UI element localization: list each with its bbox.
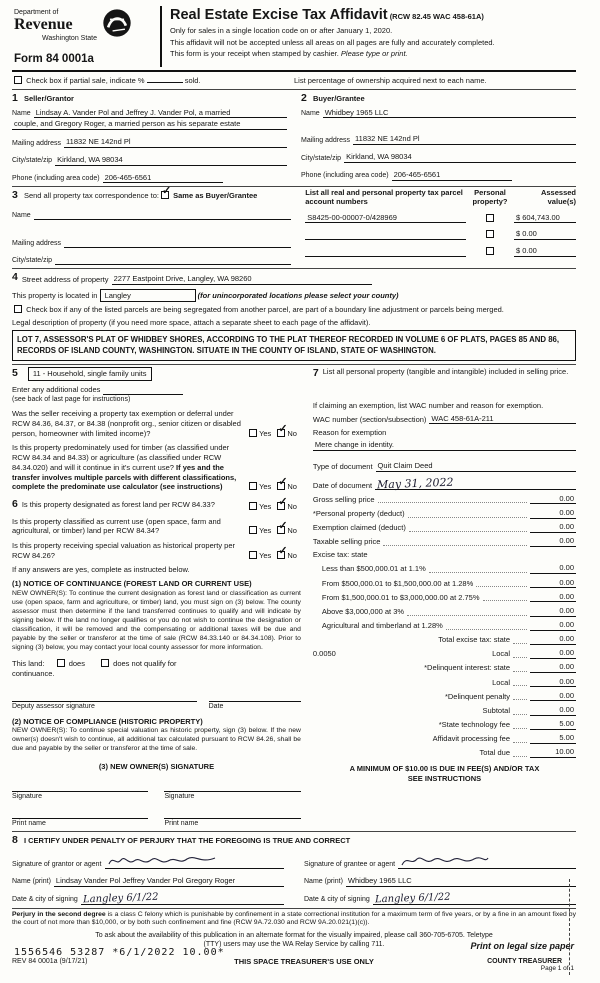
buyer-mailing-label: Mailing address: [301, 136, 351, 144]
buyer-section: [301, 92, 576, 183]
partial-sale-label: Check box if partial sale, indicate %: [26, 76, 145, 86]
check-icon: ✓: [278, 422, 288, 435]
section-3-number: 3: [12, 189, 18, 202]
located-in-note: (for unincorporated locations please select your county): [197, 290, 399, 300]
personal-property-checkbox-2[interactable]: [486, 230, 494, 238]
partial-sale-checkbox[interactable]: [14, 76, 22, 84]
header-note-3: This form is your receipt when stamped by cashier. Please type or print.: [170, 48, 408, 58]
corr-mailing-field[interactable]: [64, 238, 291, 248]
claiming-exemption-note: If claiming an exemption, list WAC number and reason for exemption.: [312, 400, 544, 410]
rev-number: REV 84 0001a (9/17/21): [12, 958, 88, 966]
buyer-phone-field[interactable]: 206-465-6561: [392, 170, 512, 181]
parcel-row: [305, 229, 576, 240]
grantee-name-label: Name (print): [304, 878, 343, 886]
reason-for-exemption-label: Reason for exemption: [312, 428, 387, 438]
reason-for-exemption-field[interactable]: Mere change in identity.: [313, 440, 576, 451]
exemption-deferral-yesno: [247, 422, 301, 439]
no-label: No: [287, 501, 297, 511]
form-number: Form 84 0001a: [14, 53, 94, 66]
check-icon: ✓: [278, 495, 288, 508]
yes-label: Yes: [259, 501, 272, 511]
current-use-no-checkbox[interactable]: [277, 520, 288, 534]
property-location-section: [12, 268, 576, 361]
grantee-signature-ink: [400, 853, 490, 868]
same-as-buyer-checkbox[interactable]: [161, 185, 172, 199]
check-icon: ✓: [162, 185, 172, 198]
seller-name-field[interactable]: Lindsay A. Vander Pol and Jeffrey J. Vander Pol, a married: [34, 108, 287, 119]
street-address-field[interactable]: 2277 Eastpoint Drive, Langley, WA 98260: [112, 274, 372, 285]
correspondence-parcel-row: [12, 186, 576, 265]
tax-row-delinquent-interest-state: *Delinquent interest: state 0.00: [424, 662, 574, 673]
grantee-signature-block: [304, 851, 576, 905]
certify-statement: I CERTIFY UNDER PENALTY OF PERJURY THAT THE FOREGOING IS TRUE AND CORRECT: [23, 836, 351, 846]
timber-question: Is this property predominately used for timber (as classified under RCW 84.34 and 84.33) or agriculture (as classified under RCW 84.34.020) and will it continue in it's current use? If yes and the transfer involves multiple parcels with different classifications, complete the predominate use calculator (see instructions): [12, 443, 237, 492]
check-icon: ✓: [278, 544, 288, 557]
buyer-city-field[interactable]: Kirkland, WA 98034: [344, 152, 576, 163]
mid-columns: [12, 364, 576, 828]
buyer-mailing-field[interactable]: 11832 NE 142nd Pl: [353, 134, 576, 145]
grantor-signature-block: [12, 851, 284, 905]
land-use-code-select[interactable]: 11 - Household, single family units: [28, 367, 152, 381]
assessed-value-field[interactable]: $ 0.00: [514, 229, 576, 240]
corr-mailing-label: Mailing address: [12, 239, 62, 247]
parcel-row: [305, 246, 576, 257]
no-label: No: [287, 550, 297, 560]
forest-yes-checkbox[interactable]: [249, 502, 257, 510]
amount-field[interactable]: 0.00: [530, 522, 576, 533]
deputy-date-label: Date: [208, 703, 224, 711]
seller-phone-label: Phone (including area code): [12, 175, 100, 183]
section-1-number: 1: [12, 91, 18, 104]
buyer-phone-label: Phone (including area code): [301, 172, 389, 180]
print-name-label: Print name: [164, 820, 199, 828]
type-of-document-label: Type of document: [312, 461, 373, 471]
grantee-date-handwriting: Langley 6/1/22: [374, 891, 451, 905]
same-as-buyer-label: Same as Buyer/Grantee: [173, 191, 258, 201]
historic-yesno: [247, 544, 301, 561]
tax-row-excise-header: Excise tax: state: [312, 550, 368, 560]
deputy-date-field[interactable]: [209, 690, 301, 702]
corr-city-field[interactable]: [55, 255, 291, 265]
seller-city-field[interactable]: Kirkland, WA 98034: [55, 155, 287, 166]
signature-label: Signature: [164, 792, 195, 800]
current-use-question: Is this property classified as current use (open space, farm and agricultural, or timber) land per RCW 84.34?: [12, 516, 221, 536]
additional-codes-note: (see back of last page for instructions): [12, 395, 131, 403]
does-checkbox[interactable]: [57, 659, 65, 667]
no-label: No: [287, 526, 297, 536]
certification-section: [12, 831, 576, 904]
buyer-name-field[interactable]: Whidbey 1965 LLC: [323, 108, 576, 119]
personal-property-header: Personal property?: [472, 188, 508, 206]
new-owner-printname-field-2[interactable]: [164, 807, 300, 819]
header-note-2: This affidavit will not be accepted unless all areas on all pages are fully and accurately completed.: [170, 37, 495, 47]
partial-sale-percent-field[interactable]: [147, 75, 183, 83]
if-yes-note: If any answers are yes, complete as instructed below.: [12, 564, 190, 574]
located-in-label: This property is located in: [12, 290, 98, 300]
alt-format-note-1: To ask about the availability of this publication in an alternate format for the visually impaired, please call 360-705-6705. Teletype: [95, 932, 493, 940]
tax-row-delinquent-penalty: *Delinquent penalty 0.00: [444, 690, 574, 701]
parcel-number-field[interactable]: [305, 231, 466, 240]
deputy-assessor-signature-field[interactable]: [12, 690, 197, 702]
amount-field[interactable]: 0.00: [530, 648, 576, 659]
header-note-1: Only for sales in a single location code on or after January 1, 2020.: [170, 26, 393, 36]
county-treasurer-label: COUNTY TREASURER: [487, 958, 562, 966]
section-3-intro: Send all property tax correspondence to:: [23, 191, 160, 201]
partial-sale-sold-label: sold.: [184, 76, 201, 86]
grantor-date-field[interactable]: [81, 891, 284, 905]
grantor-signature-ink: [107, 853, 217, 868]
seller-mailing-label: Mailing address: [12, 139, 62, 147]
print-name-label: Print name: [12, 820, 46, 828]
does-not-label: does not qualify for: [113, 658, 177, 668]
new-owner-signature-field-2[interactable]: [164, 780, 300, 792]
see-instructions-note: SEE INSTRUCTIONS: [407, 773, 482, 783]
additional-codes-label: Enter any additional codes: [12, 385, 101, 395]
buyer-name-label: Name: [301, 110, 320, 118]
form-title-ref: (RCW 82.45 WAC 458-61A): [389, 12, 484, 21]
alt-format-note-2: (TTY) users may use the WA Relay Service by calling 711.: [203, 941, 385, 949]
tax-row-agricultural: Agricultural and timberland at 1.28% 0.00: [321, 619, 574, 630]
historic-question: Is this property receiving special valuation as historical property per RCW 84.26?: [12, 541, 236, 560]
personal-property-intro: List all personal property (tangible and intangible) included in selling price.: [322, 367, 569, 377]
personal-property-checkbox-1[interactable]: [486, 214, 494, 222]
tax-row-subtotal: Subtotal 0.00: [482, 704, 574, 715]
amount-field[interactable]: 0.00: [530, 592, 576, 603]
amount-field[interactable]: 0.00: [530, 508, 576, 519]
yes-label: Yes: [259, 550, 272, 560]
partial-sale-row: [12, 75, 576, 86]
seller-city-label: City/state/zip: [12, 157, 53, 165]
tax-row-tier2: From $500,000.01 to $1,500,000.00 at 1.28% 0.00: [321, 577, 574, 588]
new-owner-signature-field-1[interactable]: [12, 780, 148, 792]
check-icon: ✓: [278, 520, 288, 533]
parcel-number-field[interactable]: [305, 248, 466, 257]
amount-field[interactable]: 0.00: [530, 606, 576, 617]
date-of-document-field[interactable]: [375, 475, 576, 491]
corr-name-label: Name: [12, 211, 31, 219]
minimum-due-note: A MINIMUM OF $10.00 IS DUE IN FEE(S) AND/OR TAX: [349, 763, 540, 773]
date-of-document-handwriting: May 31, 2022: [376, 475, 454, 491]
legal-description-text: LOT 7, ASSESSOR'S PLAT OF WHIDBEY SHORES, ACCORDING TO THE PLAT THEREOF RECORDED IN VOLUME 6 OF PLATS, PAGES 85 AND 86, RECORDS OF ISLAND COUNTY, WASHINGTON. SITUATE IN THE COUNTY OF ISLAND, STATE OF WASHINGTON.: [12, 330, 576, 361]
parcel-table: [305, 189, 576, 265]
amount-field[interactable]: 5.00: [530, 733, 576, 744]
seller-name-field-line2[interactable]: couple, and Gregory Roger, a married person as his separate estate: [12, 119, 287, 130]
yes-label: Yes: [259, 482, 272, 492]
does-label: does: [68, 658, 85, 668]
street-address-label: Street address of property: [21, 274, 109, 284]
section-1-title: Seller/Grantor: [23, 93, 74, 103]
current-use-yesno: [247, 520, 301, 536]
date-of-document-label: Date of document: [312, 480, 373, 490]
print-legal-size-note: Print on legal size paper: [470, 941, 574, 952]
seller-section: [12, 92, 301, 183]
forest-land-yesno: [247, 495, 301, 512]
notice-2-title: (2) NOTICE OF COMPLIANCE (HISTORIC PROPERTY): [12, 716, 203, 726]
page-number: Page 1 of 1: [540, 964, 574, 972]
exemption-deferral-question: Was the seller receiving a property tax exemption or deferral under RCW 84.36, 84.37, or 84.38 (nonprofit org., senior citizen or disabled person, homeowner with limited income)?: [12, 409, 241, 438]
additional-codes-field[interactable]: [103, 385, 183, 395]
grantor-date-handwriting: Langley 6/1/22: [82, 891, 159, 905]
deputy-assessor-label: Deputy assessor signature: [12, 703, 95, 711]
this-land-label: This land:: [12, 658, 45, 668]
amount-field[interactable]: 0.00: [530, 691, 576, 702]
amount-field[interactable]: 0.00: [530, 662, 576, 673]
assessed-value-field[interactable]: $ 0.00: [514, 246, 576, 257]
no-label: No: [287, 482, 297, 492]
type-of-document-field[interactable]: Quit Claim Deed: [376, 461, 576, 472]
tax-row-total-due: Total due 10.00: [479, 747, 574, 758]
timber-yes-checkbox[interactable]: [249, 482, 257, 490]
notice-2-body: NEW OWNER(S): To continue special valuation as historic property, sign (3) below. If the new owner(s) doesn't wish to continue, all additional tax calculated pursuant to RCW 84.26, shall be due and payable by the seller or transferor at the time of sale.: [12, 727, 301, 753]
section-2-number: 2: [301, 91, 307, 104]
section-8-number: 8: [12, 834, 18, 847]
treasurer-space-label: THIS SPACE TREASURER'S USE ONLY: [234, 957, 374, 967]
notice-3-title: (3) NEW OWNER(S) SIGNATURE: [98, 762, 215, 772]
amount-field[interactable]: 0.00: [530, 620, 576, 631]
located-in-select[interactable]: Langley: [100, 289, 196, 303]
grantor-date-label: Date & city of signing: [12, 896, 78, 904]
agency-block: [12, 6, 162, 67]
legal-description-label: Legal description of property (if you need more space, attach a separate sheet to each page of the affidavit).: [12, 318, 371, 328]
notice-1-body: NEW OWNER(S): To continue the current designation as forest land or classification as current use (open space, farm and agriculture, or timber) land, you must sign on (3) below. The county assessor must then determine if the land transferred continues to qualify and will indicate by signing below. If the land no longer qualifies or you do not wish to continue the designation or classification, it will be removed and the compensating or additional taxes will be due and payable by the seller or transferor at the time of sale (RCW 84.33.140 or 84.34.108). Prior to signing (3) below, you may contact your local county assessor for more information.: [12, 590, 301, 651]
tax-row-delinquent-interest-local: Local 0.00: [492, 676, 574, 687]
section-6-number: 6: [12, 498, 18, 511]
amount-field[interactable]: 0.00: [530, 536, 576, 547]
section-5-number: 5: [12, 367, 18, 380]
seller-name-label: Name: [12, 110, 31, 118]
tax-row-personal-property: *Personal property (deduct) 0.00: [312, 507, 574, 518]
tax-row-taxable: Taxable selling price 0.00: [312, 536, 574, 547]
timber-yesno: [247, 476, 301, 492]
does-not-checkbox[interactable]: [101, 659, 109, 667]
grantee-date-label: Date & city of signing: [304, 896, 370, 904]
tax-row-local: 0.0050 Local 0.00: [312, 648, 574, 659]
check-icon: ✓: [278, 476, 288, 489]
section-4-number: 4: [12, 270, 18, 283]
grantor-signature-field[interactable]: [105, 853, 284, 869]
cashier-receipt-stamp: 1556546 53287 *6/1/2022 10.00*: [14, 947, 225, 958]
wac-number-field[interactable]: WAC 458-61A-211: [429, 414, 576, 425]
grantee-signature-label: Signature of grantee or agent: [304, 860, 396, 868]
form-header: [12, 6, 576, 72]
tax-row-technology-fee: *State technology fee 5.00: [438, 718, 574, 729]
section-7-number: 7: [312, 367, 319, 380]
grantee-name-field[interactable]: Whidbey 1965 LLC: [346, 876, 576, 887]
current-use-yes-checkbox[interactable]: [249, 526, 257, 534]
amount-field[interactable]: 0.00: [530, 563, 576, 574]
new-owner-printname-field-1[interactable]: [12, 807, 148, 819]
amount-field[interactable]: 0.00: [530, 494, 576, 505]
seller-buyer-row: [12, 89, 576, 183]
left-column: [12, 367, 311, 828]
tax-row-tier4: Above $3,000,000 at 3% 0.00: [321, 605, 574, 616]
dept-wordmark: Revenue: [14, 16, 73, 34]
segregated-label: Check box if any of the listed parcels are being segregated from another parcel, are part of a boundary line adjustment or parcels being merged.: [26, 305, 504, 315]
amount-field[interactable]: 0.00: [530, 578, 576, 589]
no-label: No: [287, 428, 297, 438]
form-title: Real Estate Excise Tax Affidavit: [170, 7, 388, 23]
grantor-signature-label: Signature of grantor or agent: [12, 860, 102, 868]
tax-row-exemption: Exemption claimed (deduct) 0.00: [312, 521, 574, 532]
amount-field[interactable]: 5.00: [530, 719, 576, 730]
seller-mailing-field[interactable]: 11832 NE 142nd Pl: [64, 137, 287, 148]
continuance-label: continuance.: [12, 668, 55, 678]
correspondence-section: [12, 185, 305, 265]
title-block: [170, 6, 495, 67]
personal-property-checkbox-3[interactable]: [486, 247, 494, 255]
amount-field[interactable]: 0.00: [530, 634, 576, 645]
tax-row-tier1: Less than $500,000.01 at 1.1% 0.00: [321, 563, 574, 574]
exemption-yes-checkbox[interactable]: [249, 429, 257, 437]
segregated-checkbox[interactable]: [14, 305, 22, 313]
yes-label: Yes: [259, 428, 272, 438]
dept-line1: Department of: [14, 9, 59, 16]
forest-land-question: 6 Is this property designated as forest land per RCW 84.33?: [12, 498, 215, 511]
parcel-header: List all real and personal property tax parcel account numbers: [305, 188, 463, 206]
tax-row-affidavit-fee: Affidavit processing fee 5.00: [432, 733, 574, 744]
this-land-row: [12, 659, 301, 679]
grantee-date-field[interactable]: [373, 891, 576, 905]
historic-no-checkbox[interactable]: [277, 544, 288, 559]
personal-property-blank-area[interactable]: [313, 381, 576, 401]
grantor-name-field[interactable]: Lindsay Vander Pol Jeffrey Vander Pol Gregory Roger: [54, 876, 284, 887]
grantor-name-label: Name (print): [12, 878, 51, 886]
historic-yes-checkbox[interactable]: [249, 551, 257, 559]
tax-row-tier3: From $1,500,000.01 to $3,000,000.00 at 2.75% 0.00: [321, 591, 574, 602]
ownership-note: List percentage of ownership acquired next to each name.: [294, 76, 487, 86]
dept-state: Washington State: [42, 35, 97, 43]
dor-logo-icon: [102, 8, 132, 38]
timber-no-checkbox[interactable]: [277, 476, 288, 490]
grantee-signature-field[interactable]: [398, 853, 576, 869]
wac-number-label: WAC number (section/subsection): [312, 414, 427, 424]
assessed-value-field[interactable]: $ 604,743.00: [514, 213, 576, 224]
tax-row-total-state: Total excise tax: state 0.00: [438, 634, 574, 645]
parcel-number-field[interactable]: S8425-00-00007-0/428969: [305, 213, 466, 224]
notice-1-title: (1) NOTICE OF CONTINUANCE (FOREST LAND OR CURRENT USE): [12, 579, 252, 589]
seller-phone-field[interactable]: 206-465-6561: [103, 173, 223, 184]
amount-field[interactable]: 0.00: [530, 677, 576, 688]
cut-line: [569, 879, 570, 975]
right-column: [311, 367, 576, 828]
amount-field[interactable]: 0.00: [530, 705, 576, 716]
exemption-no-checkbox[interactable]: [277, 422, 288, 437]
assessed-value-header: Assessed value(s): [540, 188, 576, 206]
corr-name-field[interactable]: [34, 210, 292, 220]
tax-row-gross: Gross selling price 0.00: [312, 493, 574, 504]
section-2-title: Buyer/Grantee: [312, 93, 365, 103]
signature-label: Signature: [12, 792, 42, 800]
buyer-city-label: City/state/zip: [301, 154, 342, 162]
corr-city-label: City/state/zip: [12, 256, 53, 264]
forest-no-checkbox[interactable]: [277, 495, 288, 510]
yes-label: Yes: [259, 526, 272, 536]
parcel-row: [305, 213, 576, 224]
perjury-note: Perjury in the second degree is a class C felony which is punishable by confinement in a state correctional institution for a maximum term of five years, or by a fine in an amount fixed by the court of not more than $10,000, or by both such confinement and fine (RCW 9A.72.030 and RCW 9A.20.021(1)(c)).: [12, 908, 576, 929]
amount-field[interactable]: 10.00: [530, 747, 576, 758]
